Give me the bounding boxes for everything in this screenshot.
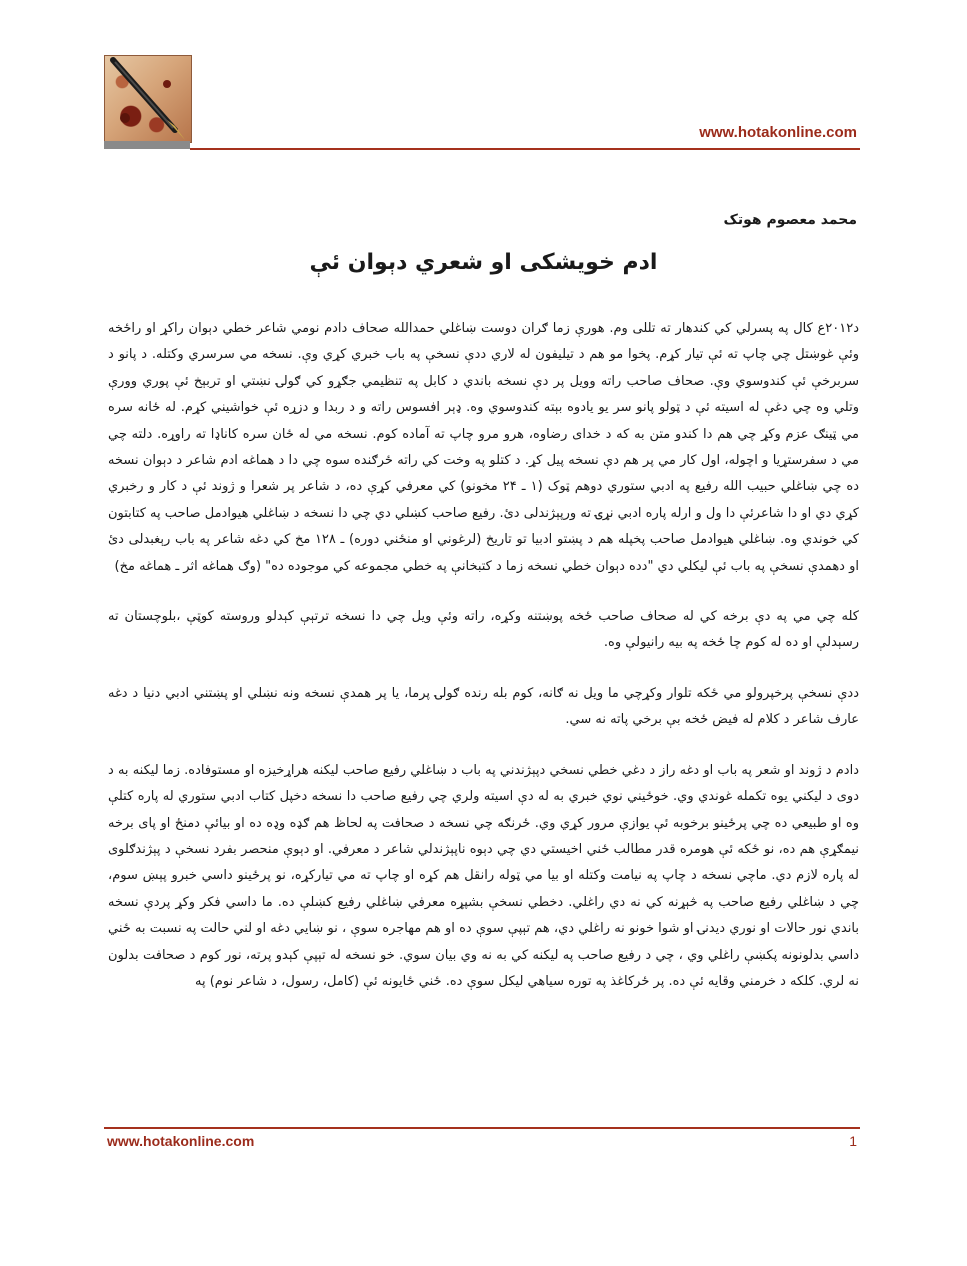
paragraph: د۲۰۱۲ع کال په پسرلي کي کندهار ته تللی وم. هورې زما ګران دوست ښاغلي حمدالله صحاف دادم نومي شاعر خطي دېوان راکړ او راځخه وئې غوښتل چي چاپ ته ئې تيار کړم. پخوا مو هم د تيليفون له لاري ددې نسخې په باب خبري کړي وې. نسخه مي سرسري وکتله. د پانو د سربرخې ئې کندوسوي وې. صحاف صاحب راته وويل پر دې نسخه باندي د کابل په تنظيمي جګړو کي ګولۍ نښتي او تربېخ ئې پوري وورې وتلي وه چي دغې له اسيته ئې د ټولو پانو سر يو يادوه بېته کندوسوي وه. ډېر افسوس راته و د ربدا و دزړه ئې خواشيني کړم. له ځانه سره مي ټينګ عزم وکړ چي هم دا کندو متن به که د خدای رضاوه، هرو مرو چاپ ته آماده کوم. نسخه مي له ځان سره کاناډا ته راوړه. دلته چي مي د سفرستړيا و اچوله، اول کار مي پر هم دې نسخه پيل کړ. د کتلو په وخت کي راته ځرګنده سوه چي دا د هماغه ادم شاعر د دېوان نسخه ده چي ښاغلي حبيب الله رفيع په ادبي ستوري دوهم ټوک (۱ ـ ۲۴ مخونو) کي معرفي کړې ده، د شاعر پر شعرا و ژوند ئې د کار و رخبري کړي دي او دا شاعرئې دا ول و ارله پاره ادبي نړۍ ته ورپېژندلی دئ. رفيع صاحب کښلي دي چي دا نسخه د ښاغلي هيوادمل صاحب په کتابتون کي خوندي وه. ښاغلي هيوادمل صاحب پخپله هم د پښتو ادبيا تو تاريخ (لرغوني او منځني دوره) ـ ۱۲۸ مخ کي دغه شاعر په باب رېغبدلی دئ او دهمدې نسخې په باب ئې ليکلي دي "دده دېوان خطي نسخه زما د کتبخانې په خطي مجموعه کي موجوده ده" (وګ هماغه اثر ـ هماغه مخ) (108, 321, 859, 574)
article-body (108, 316, 859, 1019)
author-name: محمد معصوم هوتک (723, 212, 857, 228)
page-number: 1 (849, 1133, 857, 1149)
footer-url: www.hotakonline.com (107, 1133, 255, 1149)
header-divider (190, 148, 860, 150)
header-url: www.hotakonline.com (699, 124, 857, 141)
paragraph: کله چي مي په دې برخه کي له صحاف صاحب ځخه پوښتنه وکړه، راته وئې ويل چي دا نسخه ترتېې کېدلو وروسته کوټې ،بلوچستان ته رسېدلې او ده له کوم چا ځخه په بيه رانيولې وه. (108, 609, 859, 651)
paragraph: دادم د ژوند او شعر په باب او دغه راز د دغي خطي نسخي دپېژندني په باب د ښاغلي رفيع صاحب ليکنه هراړخيزه او مستوفاده. زما ليکنه به د دوی د ليکني يوه تکمله غوندي وي. خوځيني نوي خبري به له دې اسيته ولري چي رفيع صاحب دا نسخه دخپل کتاب ادبي ستوري له پاره کتلې وه او طبيعي ده چي پرځينو برخوبه ئې يوازې مرور کړي وي. ځرنګه چي نسخه د صحافت په لحاظ هم ګډه وډه ده او بيائې دمنځ او پای برخه نيمګړې هم ده، نو ځکه ئې هومره قدر مطالب ځني اخيستي دي چي دېوه ناپېژندلي شاعر د معرفي. او دېوې منحصر بفرد نسخې د پېژندګلوی له پاره لازم دي. ماچي نسخه د چاپ په نيامت وکتله او بيا مي ټوله رانقل هم کړه او چاپ ته مي تيارکړه، نو پرځينو داسي خبرو پېښ سوم، چي د ښاغلي رفيع صاحب په څېړنه کي نه دي راغلي. دخطي نسخې بشپړه معرفي ښاغلي رفيع کښلې ده. ما داسي فکر وکړ پردې نسخه باندي نور حالات او نوري ديدنۍ او شوا خونو نه راغلي دي، هم تېپې سوې ده او هم مهاجره سوې ، نو ښايي دغه او لني حالت په نسبت به ځني داسي بدلونونه پکښې راغلي وي ، چي د رفيع صاحب په ليکنه کي به نه وي بيان سوي. خو نسخه له تېپې کېدو پرته، نور کوم د صحافت بدلون نه لري. کلکه د خرمني وقايه ئې ده. پر ځرکاغذ په توره سياهي ليکل سوې ده. ځني ځايونه ئې (کامل، رسول، د شاعر نوم) په (108, 762, 859, 989)
pen-and-ink-logo (104, 55, 192, 143)
logo-underline (104, 141, 190, 149)
paragraph: ددې نسخې پرخپرولو مي ځکه تلوار وکړچي ما ويل نه ګانه، کوم بله رنده ګولۍ پرما، يا پر همدې نسخه ونه نښلي او پښتني ادبي دنيا د دغه عارف شاعر د کلام له فيض ځخه بې برخي پاته نه سي. (108, 685, 859, 728)
footer-divider (104, 1127, 860, 1129)
article-title: ادم خويشکی او شعري دېوان ئې (309, 250, 658, 275)
